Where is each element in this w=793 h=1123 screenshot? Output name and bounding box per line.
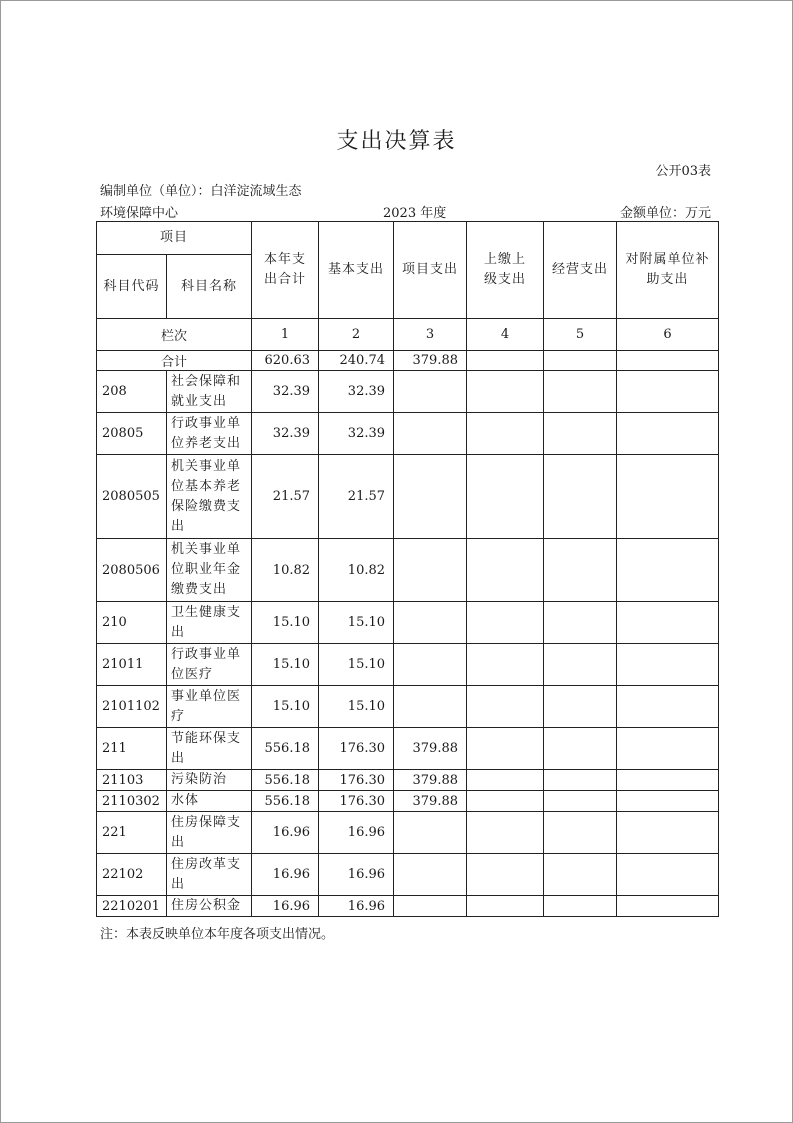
row-basic: 32.39 bbox=[319, 371, 394, 413]
row-code: 2101102 bbox=[97, 686, 167, 728]
row-upper bbox=[467, 686, 544, 728]
row-subsidy bbox=[617, 896, 719, 917]
row-total: 556.18 bbox=[252, 770, 319, 791]
row-project bbox=[394, 854, 467, 896]
row-subsidy bbox=[617, 812, 719, 854]
expenditure-table bbox=[96, 221, 719, 917]
row-business bbox=[544, 539, 617, 602]
row-basic: 176.30 bbox=[319, 770, 394, 791]
header-item: 项目 bbox=[97, 222, 252, 255]
header-total bbox=[252, 222, 319, 319]
doc-code: 公开03表 bbox=[655, 164, 711, 179]
header-upper bbox=[467, 222, 544, 319]
row-project bbox=[394, 413, 467, 455]
row-name: 住房改革支出 bbox=[167, 854, 252, 896]
row-project bbox=[394, 896, 467, 917]
row-project bbox=[394, 455, 467, 539]
row-name: 水体 bbox=[167, 791, 252, 812]
row-name: 机关事业单位基本养老保险缴费支出 bbox=[167, 455, 252, 539]
table-row bbox=[97, 770, 719, 791]
row-subsidy bbox=[617, 770, 719, 791]
row-total: 21.57 bbox=[252, 455, 319, 539]
row-upper bbox=[467, 770, 544, 791]
row-code: 211 bbox=[97, 728, 167, 770]
table-row bbox=[97, 812, 719, 854]
header-business: 经营支出 bbox=[544, 222, 617, 319]
total-upper bbox=[467, 351, 544, 371]
header-subsidy-text: 对附属单位补助支出 bbox=[625, 252, 710, 287]
table-row bbox=[97, 644, 719, 686]
row-code: 2110302 bbox=[97, 791, 167, 812]
total-basic: 240.74 bbox=[319, 351, 394, 371]
table-row bbox=[97, 791, 719, 812]
row-subsidy bbox=[617, 728, 719, 770]
row-basic: 21.57 bbox=[319, 455, 394, 539]
row-subsidy bbox=[617, 455, 719, 539]
total-label: 合计 bbox=[97, 351, 252, 371]
report-year: 2023 年度 bbox=[383, 206, 447, 221]
row-name: 行政事业单位医疗 bbox=[167, 644, 252, 686]
row-basic: 15.10 bbox=[319, 644, 394, 686]
row-basic: 16.96 bbox=[319, 812, 394, 854]
row-project: 379.88 bbox=[394, 770, 467, 791]
row-basic: 15.10 bbox=[319, 686, 394, 728]
row-code: 2080506 bbox=[97, 539, 167, 602]
table-row bbox=[97, 728, 719, 770]
row-project: 379.88 bbox=[394, 791, 467, 812]
row-code: 210 bbox=[97, 602, 167, 644]
row-upper bbox=[467, 539, 544, 602]
row-upper bbox=[467, 413, 544, 455]
total-subsidy bbox=[617, 351, 719, 371]
row-subsidy bbox=[617, 791, 719, 812]
row-basic: 176.30 bbox=[319, 728, 394, 770]
row-subsidy bbox=[617, 371, 719, 413]
row-business bbox=[544, 644, 617, 686]
row-code: 21011 bbox=[97, 644, 167, 686]
column-index-row bbox=[97, 319, 719, 351]
row-total: 16.96 bbox=[252, 812, 319, 854]
row-name: 卫生健康支出 bbox=[167, 602, 252, 644]
row-subsidy bbox=[617, 854, 719, 896]
column-index-1: 1 bbox=[252, 319, 319, 351]
row-upper bbox=[467, 602, 544, 644]
row-project: 379.88 bbox=[394, 728, 467, 770]
row-total: 32.39 bbox=[252, 371, 319, 413]
table-row bbox=[97, 413, 719, 455]
row-subsidy bbox=[617, 413, 719, 455]
row-upper bbox=[467, 896, 544, 917]
row-code: 208 bbox=[97, 371, 167, 413]
row-code: 20805 bbox=[97, 413, 167, 455]
row-business bbox=[544, 770, 617, 791]
row-total: 32.39 bbox=[252, 413, 319, 455]
row-name: 节能环保支出 bbox=[167, 728, 252, 770]
row-subsidy bbox=[617, 602, 719, 644]
row-business bbox=[544, 896, 617, 917]
row-upper bbox=[467, 812, 544, 854]
header-code: 科目代码 bbox=[97, 255, 167, 319]
row-basic: 10.82 bbox=[319, 539, 394, 602]
row-code: 221 bbox=[97, 812, 167, 854]
page-title: 支出决算表 bbox=[336, 129, 457, 154]
row-total: 15.10 bbox=[252, 602, 319, 644]
row-business bbox=[544, 455, 617, 539]
compiling-unit-line2: 环境保障中心 bbox=[100, 206, 179, 221]
column-index-4: 4 bbox=[467, 319, 544, 351]
header-project: 项目支出 bbox=[394, 222, 467, 319]
row-name: 事业单位医疗 bbox=[167, 686, 252, 728]
table-row bbox=[97, 686, 719, 728]
row-code: 2210201 bbox=[97, 896, 167, 917]
row-total: 556.18 bbox=[252, 791, 319, 812]
column-index-5: 5 bbox=[544, 319, 617, 351]
row-total: 556.18 bbox=[252, 728, 319, 770]
row-project bbox=[394, 539, 467, 602]
row-project bbox=[394, 644, 467, 686]
row-project bbox=[394, 686, 467, 728]
total-project: 379.88 bbox=[394, 351, 467, 371]
row-name: 行政事业单位养老支出 bbox=[167, 413, 252, 455]
row-subsidy bbox=[617, 539, 719, 602]
table-row bbox=[97, 602, 719, 644]
row-name: 污染防治 bbox=[167, 770, 252, 791]
row-basic: 16.96 bbox=[319, 896, 394, 917]
row-business bbox=[544, 413, 617, 455]
total-row bbox=[97, 351, 719, 371]
row-name: 住房保障支出 bbox=[167, 812, 252, 854]
row-name: 社会保障和就业支出 bbox=[167, 371, 252, 413]
row-upper bbox=[467, 791, 544, 812]
row-business bbox=[544, 791, 617, 812]
row-business bbox=[544, 602, 617, 644]
row-subsidy bbox=[617, 686, 719, 728]
row-business bbox=[544, 812, 617, 854]
column-index-6: 6 bbox=[617, 319, 719, 351]
row-basic: 15.10 bbox=[319, 602, 394, 644]
total-amount: 620.63 bbox=[252, 351, 319, 371]
row-basic: 176.30 bbox=[319, 791, 394, 812]
row-business bbox=[544, 371, 617, 413]
row-project bbox=[394, 812, 467, 854]
header-upper-text: 上缴上级支出 bbox=[484, 252, 527, 287]
row-total: 16.96 bbox=[252, 854, 319, 896]
table-row bbox=[97, 371, 719, 413]
column-index-label: 栏次 bbox=[97, 319, 252, 351]
table-row bbox=[97, 896, 719, 917]
row-business bbox=[544, 686, 617, 728]
row-upper bbox=[467, 455, 544, 539]
table-row bbox=[97, 455, 719, 539]
money-unit: 金额单位：万元 bbox=[619, 206, 711, 221]
row-code: 21103 bbox=[97, 770, 167, 791]
header-basic: 基本支出 bbox=[319, 222, 394, 319]
row-upper bbox=[467, 644, 544, 686]
row-code: 2080505 bbox=[97, 455, 167, 539]
row-code: 22102 bbox=[97, 854, 167, 896]
row-project bbox=[394, 371, 467, 413]
row-business bbox=[544, 854, 617, 896]
header-subsidy bbox=[617, 222, 719, 319]
table-footnote: 注：本表反映单位本年度各项支出情况。 bbox=[100, 927, 335, 942]
row-project bbox=[394, 602, 467, 644]
column-index-2: 2 bbox=[319, 319, 394, 351]
total-business bbox=[544, 351, 617, 371]
row-name: 机关事业单位职业年金缴费支出 bbox=[167, 539, 252, 602]
row-total: 15.10 bbox=[252, 686, 319, 728]
compiling-unit-line1: 编制单位（单位）：白洋淀流域生态 bbox=[100, 184, 302, 199]
row-name: 住房公积金 bbox=[167, 896, 252, 917]
row-total: 15.10 bbox=[252, 644, 319, 686]
row-upper bbox=[467, 728, 544, 770]
row-upper bbox=[467, 371, 544, 413]
row-basic: 32.39 bbox=[319, 413, 394, 455]
table-row bbox=[97, 854, 719, 896]
header-total-text: 本年支出合计 bbox=[264, 252, 307, 287]
table-row bbox=[97, 539, 719, 602]
header-name: 科目名称 bbox=[167, 255, 252, 319]
row-business bbox=[544, 728, 617, 770]
row-upper bbox=[467, 854, 544, 896]
row-total: 10.82 bbox=[252, 539, 319, 602]
row-subsidy bbox=[617, 644, 719, 686]
header-row-1 bbox=[97, 222, 719, 255]
row-basic: 16.96 bbox=[319, 854, 394, 896]
column-index-3: 3 bbox=[394, 319, 467, 351]
row-total: 16.96 bbox=[252, 896, 319, 917]
